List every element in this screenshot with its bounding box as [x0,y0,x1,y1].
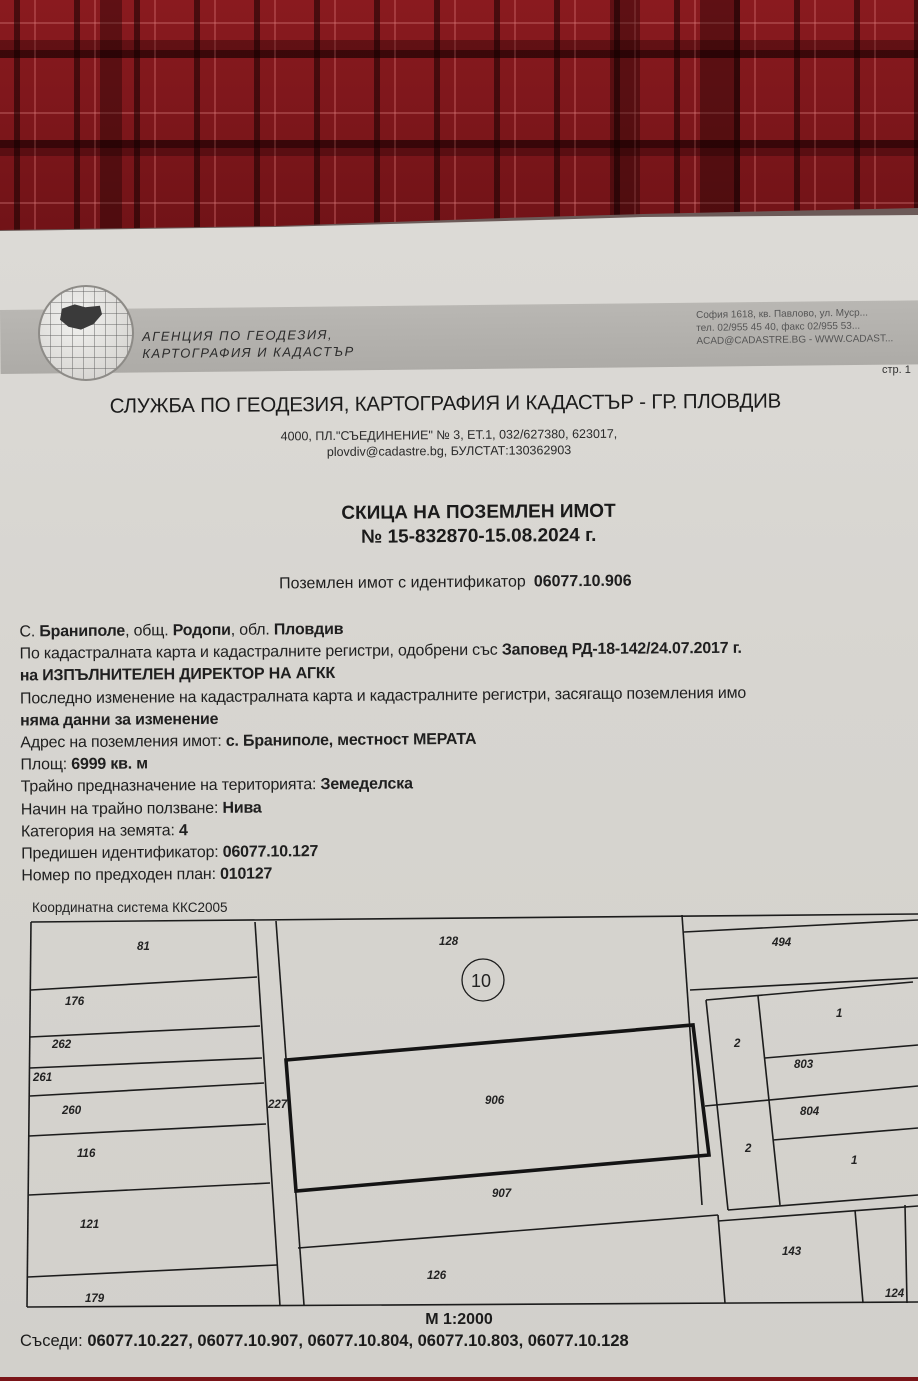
neighbours-line [20,1332,629,1351]
parcel-label-116: 116 [77,1148,96,1160]
agency-address: София 1618, кв. Павлово, ул. Муср... [696,307,869,321]
map-scale: М 1:2000 [425,1311,493,1328]
area-label: Площ: [20,756,68,774]
prev-plan-label: Номер по предходен план: [21,866,216,885]
parcel-label-1-lower: 1 [851,1155,858,1167]
parcel-label-121: 121 [80,1219,100,1231]
parcel-label-227: 227 [268,1099,288,1111]
target-parcel-906-outline [286,1025,709,1191]
prev-id-value: 06077.10.127 [222,843,319,861]
purpose-label: Трайно предназначение на територията: [20,776,317,796]
block-number: 10 [471,971,492,991]
parcel-label-124: 124 [885,1288,905,1300]
village-prefix: С. [19,623,36,641]
agency-name-line1: АГЕНЦИЯ ПО ГЕОДЕЗИЯ, [142,326,334,344]
parcel-label-494: 494 [772,937,792,949]
parcel-label-1-upper: 1 [836,1008,843,1020]
parcel-label-804: 804 [800,1106,820,1118]
parcel-label-906: 906 [485,1095,505,1107]
order-value: Заповед РД-18-142/24.07.2017 г. [501,639,742,659]
agency-email-web: ACAD@CADASTRE.BG - WWW.CADAST... [696,333,894,347]
category-label: Категория на земята: [20,822,175,841]
order-issuer: на ИЗПЪЛНИТЕЛЕН ДИРЕКТОР НА АГКК [19,665,336,685]
prev-id-label: Предишен идентификатор: [21,843,219,863]
office-address: 4000, ПЛ."СЪЕДИНЕНИЕ" № 3, ЕТ.1, 032/627380, 623017, [280,426,618,444]
municipality-value: Родопи [172,621,231,640]
usage-value: Нива [222,799,262,817]
purpose-value: Земеделска [320,775,413,794]
prev-plan-value: 010127 [219,865,273,884]
parcel-label-179: 179 [85,1293,105,1305]
cadastre-basis-text: По кадастралната карта и кадастралните регистри, одобрени със [19,641,498,663]
parcel-label-143: 143 [782,1246,802,1258]
parcel-label-907: 907 [492,1188,512,1200]
agency-phone-fax: тел. 02/955 45 40, факс 02/955 53... [696,320,861,334]
page-number: стр. 1 [882,364,911,376]
parcel-label-126: 126 [427,1270,447,1282]
parcel-label-2-upper: 2 [734,1038,741,1050]
last-change-value: няма данни за изменение [20,710,219,730]
parcel-label-81: 81 [137,941,150,953]
municipality-prefix: , общ. [125,622,169,640]
parcel-label-2-lower: 2 [745,1143,752,1155]
neighbours-label: Съседи: [20,1332,83,1350]
village-value: Браниполе [39,622,126,641]
category-value: 4 [178,821,188,840]
coordinate-system-label: Координатна система ККС2005 [32,900,228,915]
parcel-label-261: 261 [33,1072,53,1084]
parcel-label-803: 803 [794,1059,814,1071]
region-value: Пловдив [273,620,344,639]
neighbours-values: 06077.10.227, 06077.10.907, 06077.10.804, 06077.10.803, 06077.10.128 [87,1332,629,1350]
parcel-label-176: 176 [65,996,85,1008]
address-label: Адрес на поземления имот: [20,732,222,752]
parcel-label-262: 262 [52,1039,72,1051]
agency-name-line2: КАРТОГРАФИЯ И КАДАСТЪР [142,343,355,361]
region-prefix: , обл. [230,621,270,639]
address-value: с. Браниполе, местност МЕРАТА [225,730,477,750]
office-email-bulstat: plovdiv@cadastre.bg, БУЛСТАТ:130362903 [326,443,572,460]
area-value: 6999 кв. м [71,755,148,774]
sketch-number: № 15-832870-15.08.2024 г. [360,524,597,548]
last-change-label: Последно изменение на кадастралната карта и кадастралните регистри, засягащо поземления имо [19,684,747,708]
identifier-value: 06077.10.906 [533,572,632,591]
usage-label: Начин на трайно ползване: [20,799,219,819]
office-title: СЛУЖБА ПО ГЕОДЕЗИЯ, КАРТОГРАФИЯ И КАДАСТЪР - ГР. ПЛОВДИВ [109,389,782,418]
parcel-label-260: 260 [62,1105,82,1117]
sketch-title: СКИЦА НА ПОЗЕМЛЕН ИМОТ [341,500,616,524]
identifier-label: Поземлен имот с идентификатор [279,573,526,593]
parcel-label-128: 128 [439,936,459,948]
